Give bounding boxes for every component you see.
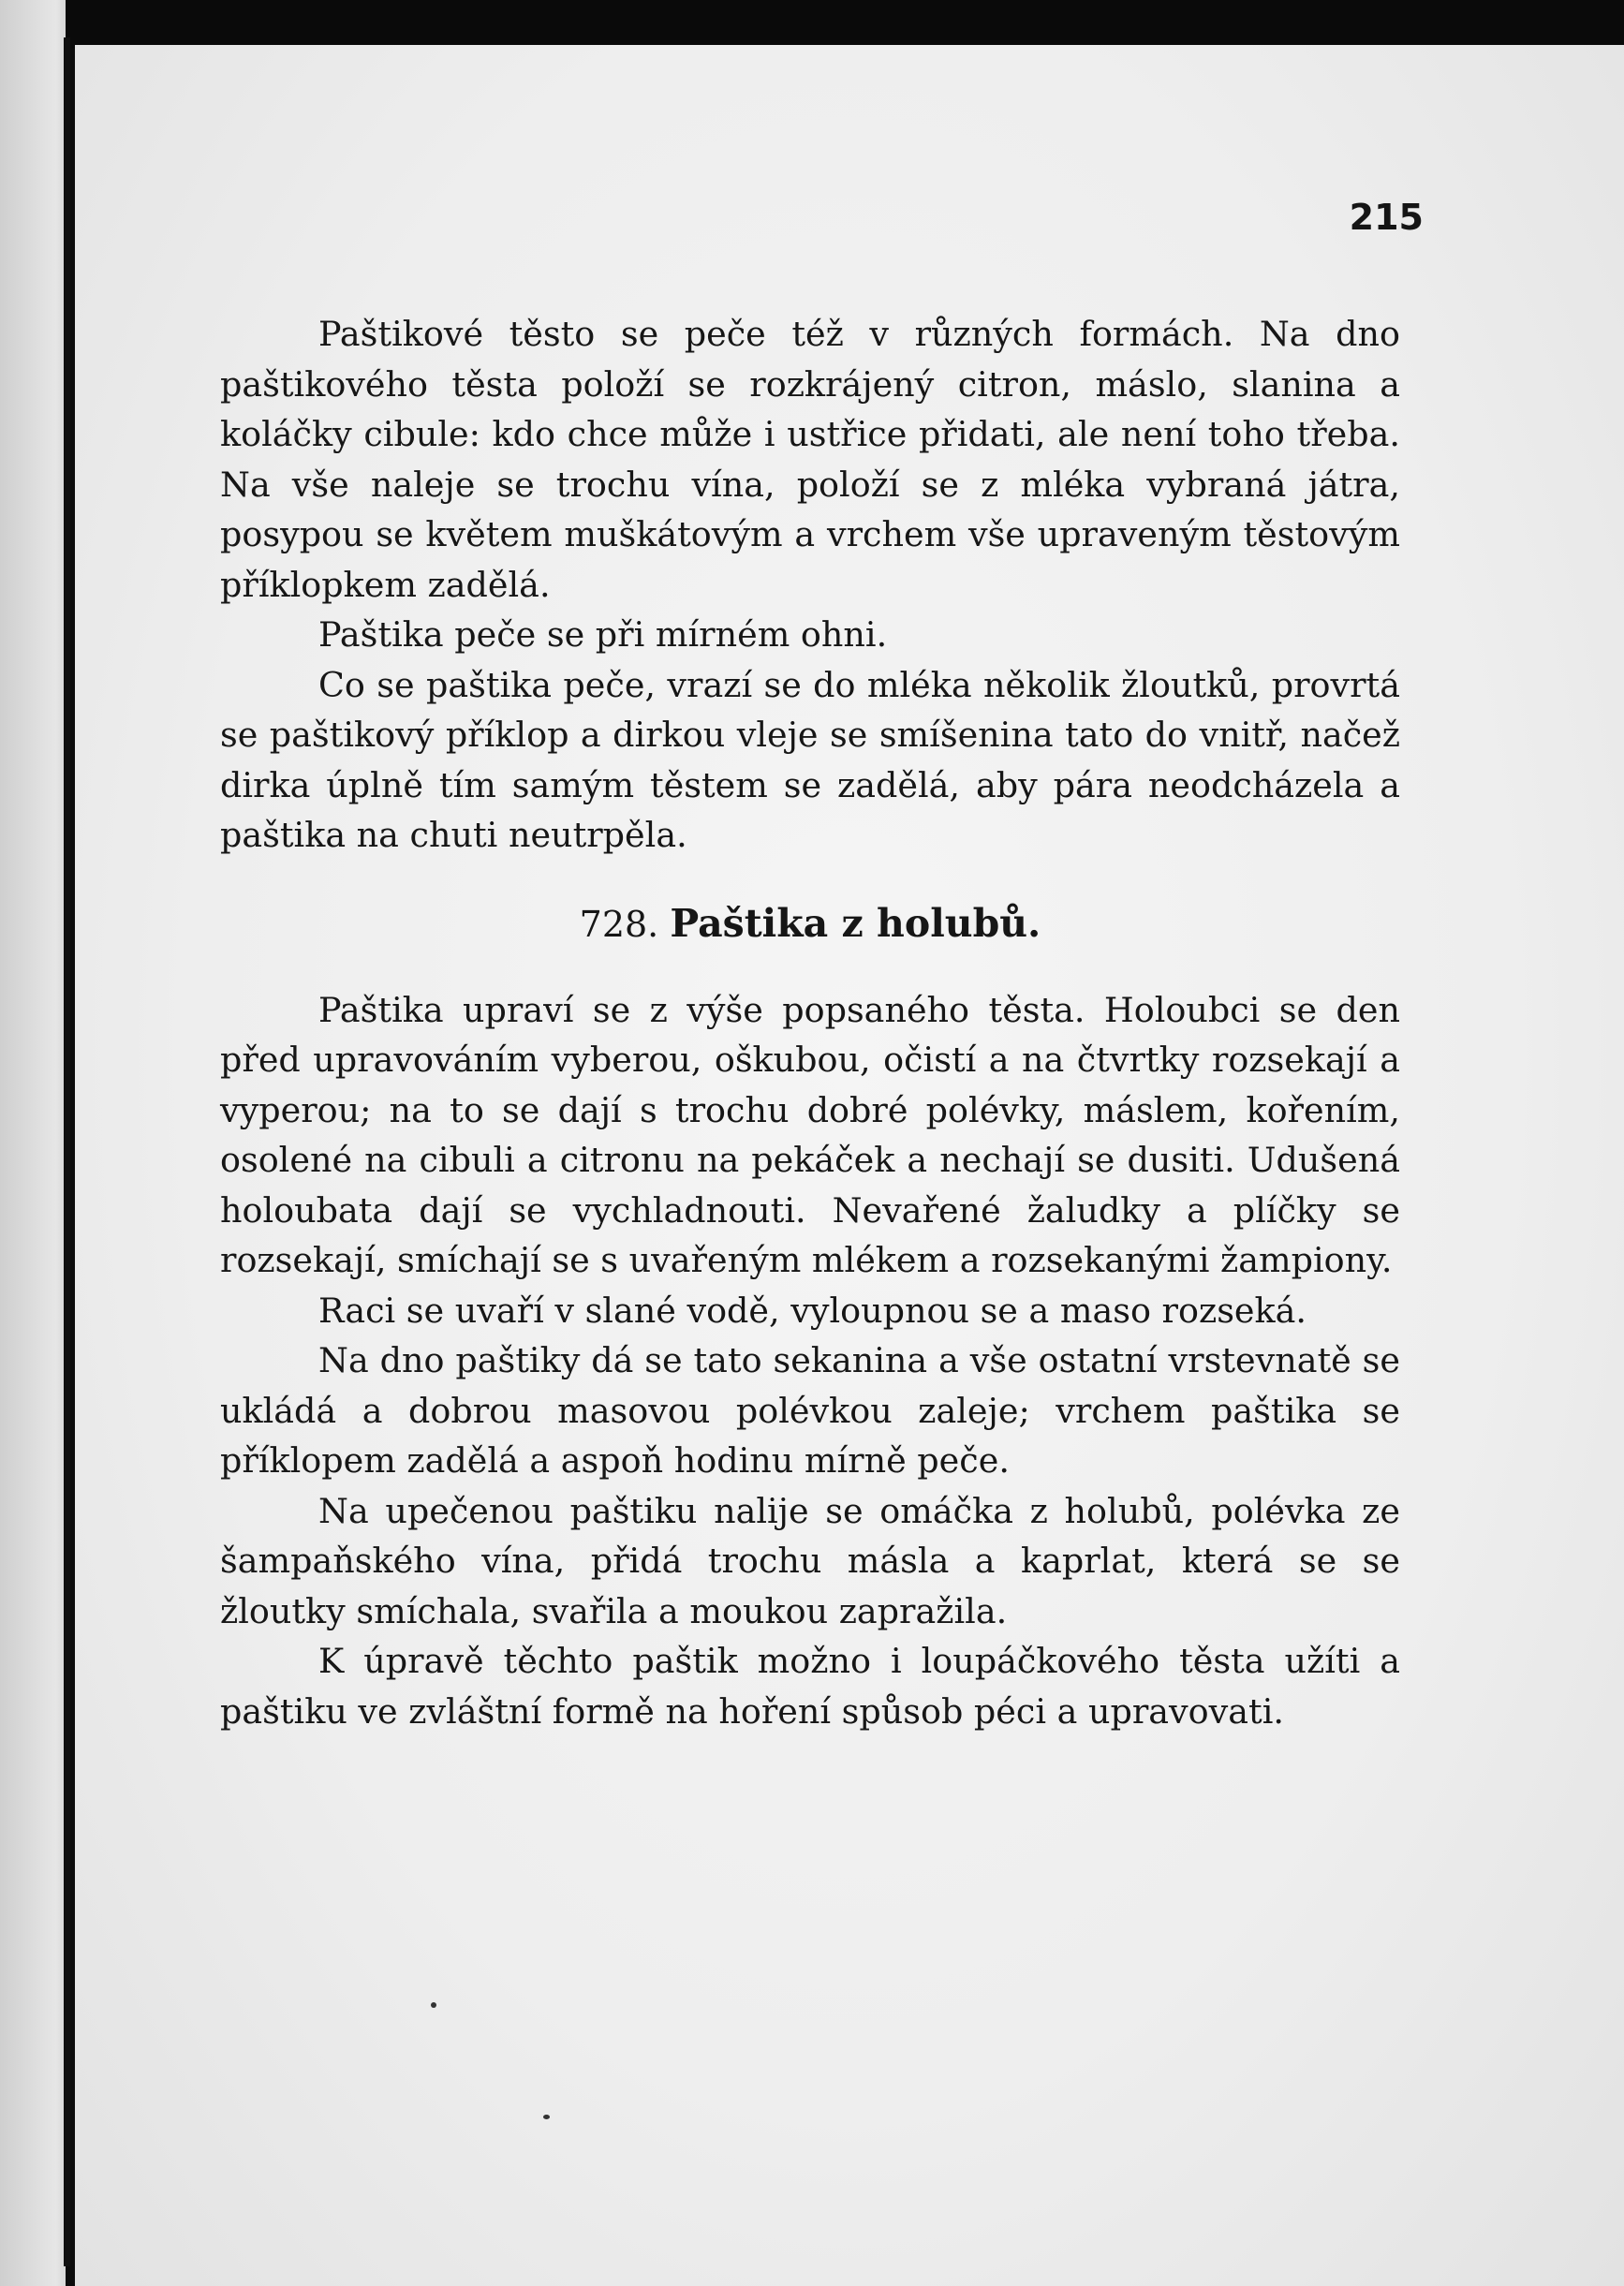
paragraph: Na dno paštiky dá se tato sekanina a vše ostatní vrstevnatě se ukládá a dobrou masovou polévkou zaleje; vrchem paštika se příklopem zadělá a aspoň hodinu mírně peče. — [220, 1340, 1400, 1481]
page-number: 215 — [1349, 197, 1424, 238]
paragraph: Paštikové těsto se peče též v různých formách. Na dno paštikového těsta položí se rozkrájený citron, máslo, slanina a koláčky cibule: kdo chce může i ustřice přidati, ale není toho třeba. Na vše naleje se trochu vína, položí se z mléka vybraná játra, posypou se květem muškátovým a vrchem vše upraveným těstovým příklopkem zadělá. — [220, 314, 1400, 605]
recipe-heading — [220, 898, 1400, 950]
paragraph: K úpravě těchto paštik možno i loupáčkového těsta užíti a paštiku ve zvláštní formě na hoření spůsob péci a upravovati. — [220, 1641, 1400, 1732]
paragraph: Paštika peče se při mírném ohni. — [318, 614, 888, 655]
recipe-number: 728. — [579, 903, 659, 945]
paragraph: Paštika upraví se z výše popsaného těsta. Holoubci se den před upravováním vyberou, oškubou, očistí a na čtvrtky rozsekají a vyperou; na to se dají s trochu dobré polévky, máslem, kořením, osolené na cibuli a citronu na pekáček a nechají se dusiti. Udušená holoubata dají se vychladnouti. Nevařené žaludky a plíčky se rozsekají, smíchají se s uvařeným mlékem a rozsekanými žampiony. — [220, 989, 1400, 1280]
book-spine-edge — [64, 37, 70, 2266]
paragraph: Na upečenou paštiku nalije se omáčka z holubů, polévka ze šampaňského vína, přidá trochu másla a kaprlat, která se se žloutky smíchala, svařila a moukou zapražila. — [220, 1490, 1400, 1631]
scan-left-margin — [0, 0, 66, 2286]
paragraph: Co se paštika peče, vrazí se do mléka několik žloutků, provrtá se paštikový příklop a dirkou vleje se smíšenina tato do vnitř, načež dirka úplně tím samým těstem se zadělá, aby pára neodcházela a paštika na chuti neutrpěla. — [220, 664, 1400, 855]
print-speck — [431, 2002, 436, 2008]
scan-top-shadow — [0, 0, 1624, 49]
print-speck — [543, 2115, 550, 2119]
paragraph: Raci se uvaří v slané vodě, vyloupnou se a maso rozseká. — [318, 1290, 1307, 1331]
recipe-title: Paštika z holubů. — [670, 900, 1041, 946]
page-body — [220, 309, 1400, 1736]
